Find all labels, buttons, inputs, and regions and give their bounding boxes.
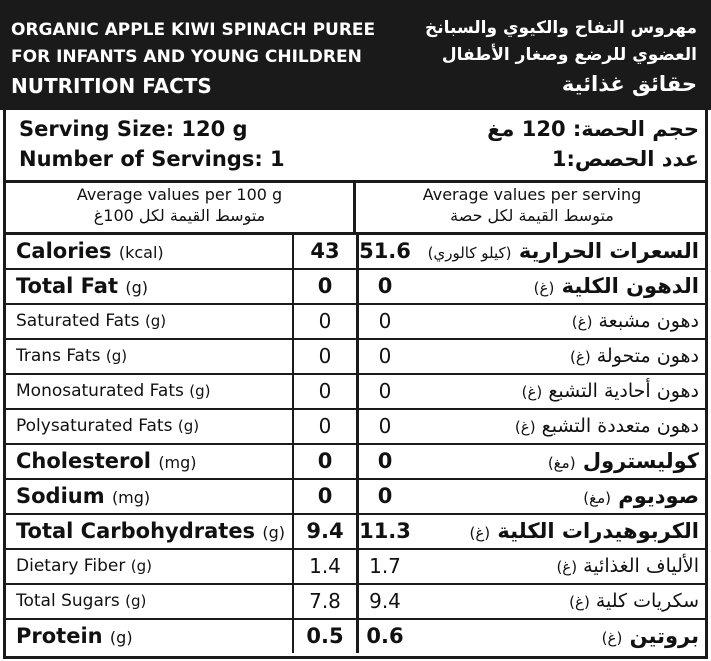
nutrient-unit-ar: (كيلو كالوري) bbox=[427, 244, 512, 262]
nutrient-name-ar bbox=[418, 550, 699, 584]
nutrient-label-ar: الدهون الكلية bbox=[554, 274, 699, 298]
value-per-serving: 0 bbox=[356, 305, 411, 338]
label-header bbox=[0, 0, 711, 110]
value-per-100g: 0.5 bbox=[292, 620, 356, 653]
nutrient-label: Total Sugars bbox=[16, 591, 126, 611]
nutrient-label-ar: السعرات الحرارية bbox=[511, 239, 699, 263]
per-serving-header-en: Average values per serving bbox=[422, 185, 642, 204]
nutrient-name-ar bbox=[418, 620, 699, 655]
nutrient-name-en bbox=[16, 340, 127, 373]
nutrient-row bbox=[6, 270, 705, 305]
nutrient-rows bbox=[6, 235, 705, 655]
per-100g-header bbox=[6, 180, 356, 232]
value-per-serving: 11.3 bbox=[356, 515, 411, 548]
servings-count-ar: عدد الحصص:1 bbox=[551, 147, 699, 171]
nutrient-label: Saturated Fats bbox=[16, 311, 145, 331]
nutrient-unit: (g) bbox=[130, 557, 152, 575]
nutrient-name-en bbox=[16, 620, 133, 654]
nutrient-name-en bbox=[16, 445, 197, 479]
per-serving-header bbox=[359, 180, 705, 232]
servings-count-en: Number of Servings: 1 bbox=[19, 147, 285, 171]
nutrient-label-ar: دهون متعددة التشبع bbox=[535, 415, 699, 437]
nutrient-name-ar bbox=[418, 375, 699, 409]
value-per-serving: 0 bbox=[356, 270, 411, 303]
nutrient-unit-ar: (غ) bbox=[469, 524, 491, 542]
nutrient-name-en bbox=[16, 410, 199, 443]
nutrient-label-ar: الألياف الغذائية bbox=[577, 555, 699, 577]
nutrient-label-ar: دهون أحادية التشبع bbox=[542, 380, 699, 402]
nutrient-unit-ar: (غ) bbox=[556, 558, 578, 576]
nutrient-unit: (g) bbox=[125, 592, 147, 610]
nutrient-label-ar: سكريات كلية bbox=[589, 590, 699, 612]
nutrient-unit: (kcal) bbox=[118, 243, 164, 262]
nutrient-label: Dietary Fiber bbox=[16, 556, 131, 576]
nutrient-label-ar: الكربوهيدرات الكلية bbox=[490, 519, 699, 543]
nutrient-unit-ar: (مغ) bbox=[583, 489, 611, 507]
value-per-serving: 1.7 bbox=[356, 550, 411, 583]
nutrient-row bbox=[6, 620, 705, 655]
nutrient-unit: (g) bbox=[177, 417, 200, 435]
nutrient-label: Monosaturated Fats bbox=[16, 381, 190, 401]
nutrient-label-ar: دهون متحولة bbox=[590, 345, 699, 367]
value-per-100g: 1.4 bbox=[292, 550, 356, 583]
value-per-serving: 0 bbox=[356, 375, 411, 408]
nutrient-label: Total Fat bbox=[16, 274, 126, 298]
nutrient-unit-ar: (غ) bbox=[533, 279, 555, 297]
nutrient-name-ar bbox=[418, 585, 699, 619]
value-per-100g: 43 bbox=[292, 235, 356, 268]
product-name-en-line2: FOR INFANTS AND YOUNG CHILDREN bbox=[11, 47, 362, 67]
serving-size-en: Serving Size: 120 g bbox=[19, 117, 248, 141]
nutrient-name-ar bbox=[418, 305, 699, 339]
nutrition-facts-title-ar: حقائق غذائية bbox=[561, 72, 697, 96]
nutrient-name-ar bbox=[418, 340, 699, 374]
nutrient-label-ar: كوليسترول bbox=[575, 449, 699, 473]
nutrient-unit-ar: (مغ) bbox=[547, 454, 576, 472]
value-per-100g: 0 bbox=[292, 445, 356, 478]
nutrient-name-ar bbox=[418, 515, 699, 550]
value-per-100g: 0 bbox=[292, 340, 356, 373]
serving-info bbox=[6, 110, 705, 183]
nutrient-name-en bbox=[16, 235, 164, 269]
nutrient-row bbox=[6, 480, 705, 515]
nutrient-unit-ar: (غ) bbox=[521, 383, 543, 401]
value-per-serving: 51.6 bbox=[356, 235, 411, 268]
nutrient-row bbox=[6, 375, 705, 410]
nutrient-label: Sodium bbox=[16, 484, 112, 508]
value-per-serving: 0.6 bbox=[356, 620, 411, 653]
nutrient-unit: (g) bbox=[109, 628, 133, 647]
per-100g-header-en: Average values per 100 g bbox=[76, 185, 283, 204]
nutrient-name-ar bbox=[418, 480, 699, 515]
nutrient-label: Trans Fats bbox=[16, 346, 106, 366]
value-per-100g: 9.4 bbox=[292, 515, 356, 548]
value-per-100g: 7.8 bbox=[292, 585, 356, 618]
nutrient-unit: (g) bbox=[144, 312, 167, 330]
nutrient-label: Polysaturated Fats bbox=[16, 416, 178, 436]
value-per-serving: 9.4 bbox=[356, 585, 411, 618]
value-per-100g: 0 bbox=[292, 375, 356, 408]
nutrient-unit-ar: (غ) bbox=[601, 629, 623, 647]
value-per-serving: 0 bbox=[356, 445, 411, 478]
product-name-ar-line2: العضوي للرضع وصغار الأطفال bbox=[441, 45, 697, 65]
nutrient-label: Cholesterol bbox=[16, 449, 159, 473]
nutrient-name-en bbox=[16, 480, 150, 514]
value-per-100g: 0 bbox=[292, 305, 356, 338]
product-name-en-line1: ORGANIC APPLE KIWI SPINACH PUREE bbox=[11, 20, 376, 40]
nutrient-name-en bbox=[16, 550, 152, 583]
nutrient-label-ar: بروتين bbox=[622, 624, 699, 648]
nutrient-name-ar bbox=[418, 270, 699, 305]
product-name-ar-line1: مهروس التفاح والكيوي والسبانخ bbox=[425, 18, 697, 38]
value-per-100g: 0 bbox=[292, 410, 356, 443]
nutrient-label-ar: صوديوم bbox=[611, 484, 699, 508]
nutrient-label-ar: دهون مشبعة bbox=[592, 310, 699, 332]
value-per-serving: 0 bbox=[356, 410, 411, 443]
column-headers bbox=[6, 180, 705, 235]
nutrient-name-ar bbox=[418, 235, 699, 270]
nutrition-table-frame bbox=[3, 110, 708, 659]
nutrient-row bbox=[6, 585, 705, 620]
nutrient-row bbox=[6, 410, 705, 445]
serving-size-ar: حجم الحصة: 120 مغ bbox=[487, 117, 699, 141]
nutrient-name-en bbox=[16, 585, 146, 618]
nutrient-name-ar bbox=[418, 445, 699, 480]
nutrient-unit: (g) bbox=[125, 278, 148, 297]
value-per-100g: 0 bbox=[292, 480, 356, 513]
nutrient-row bbox=[6, 235, 705, 270]
nutrient-unit-ar: (غ) bbox=[514, 418, 536, 436]
nutrient-label: Protein bbox=[16, 624, 110, 648]
nutrient-unit: (g) bbox=[262, 523, 286, 542]
per-serving-header-ar: متوسط القيمة لكل حصة bbox=[450, 206, 614, 225]
nutrient-unit: (g) bbox=[105, 347, 128, 365]
nutrient-name-en bbox=[16, 305, 166, 338]
nutrient-unit: (mg) bbox=[158, 453, 197, 472]
value-per-serving: 0 bbox=[356, 340, 411, 373]
nutrient-name-en bbox=[16, 375, 210, 408]
value-per-serving: 0 bbox=[356, 480, 411, 513]
nutrient-unit-ar: (غ) bbox=[571, 313, 593, 331]
nutrient-name-ar bbox=[418, 410, 699, 444]
nutrient-unit-ar: (غ) bbox=[569, 593, 590, 611]
nutrient-row bbox=[6, 445, 705, 480]
nutrient-name-en bbox=[16, 515, 285, 549]
nutrient-label: Calories bbox=[16, 239, 119, 263]
nutrition-facts-title-en: NUTRITION FACTS bbox=[11, 74, 212, 98]
nutrient-row bbox=[6, 550, 705, 585]
nutrient-row bbox=[6, 515, 705, 550]
nutrient-name-en bbox=[16, 270, 148, 304]
nutrient-label: Total Carbohydrates bbox=[16, 519, 263, 543]
nutrient-unit: (mg) bbox=[111, 488, 151, 507]
nutrient-row bbox=[6, 305, 705, 340]
nutrient-unit-ar: (غ) bbox=[570, 348, 591, 366]
value-per-100g: 0 bbox=[292, 270, 356, 303]
nutrient-unit: (g) bbox=[189, 382, 211, 400]
nutrient-row bbox=[6, 340, 705, 375]
per-100g-header-ar: متوسط القيمة لكل 100غ bbox=[93, 206, 266, 225]
